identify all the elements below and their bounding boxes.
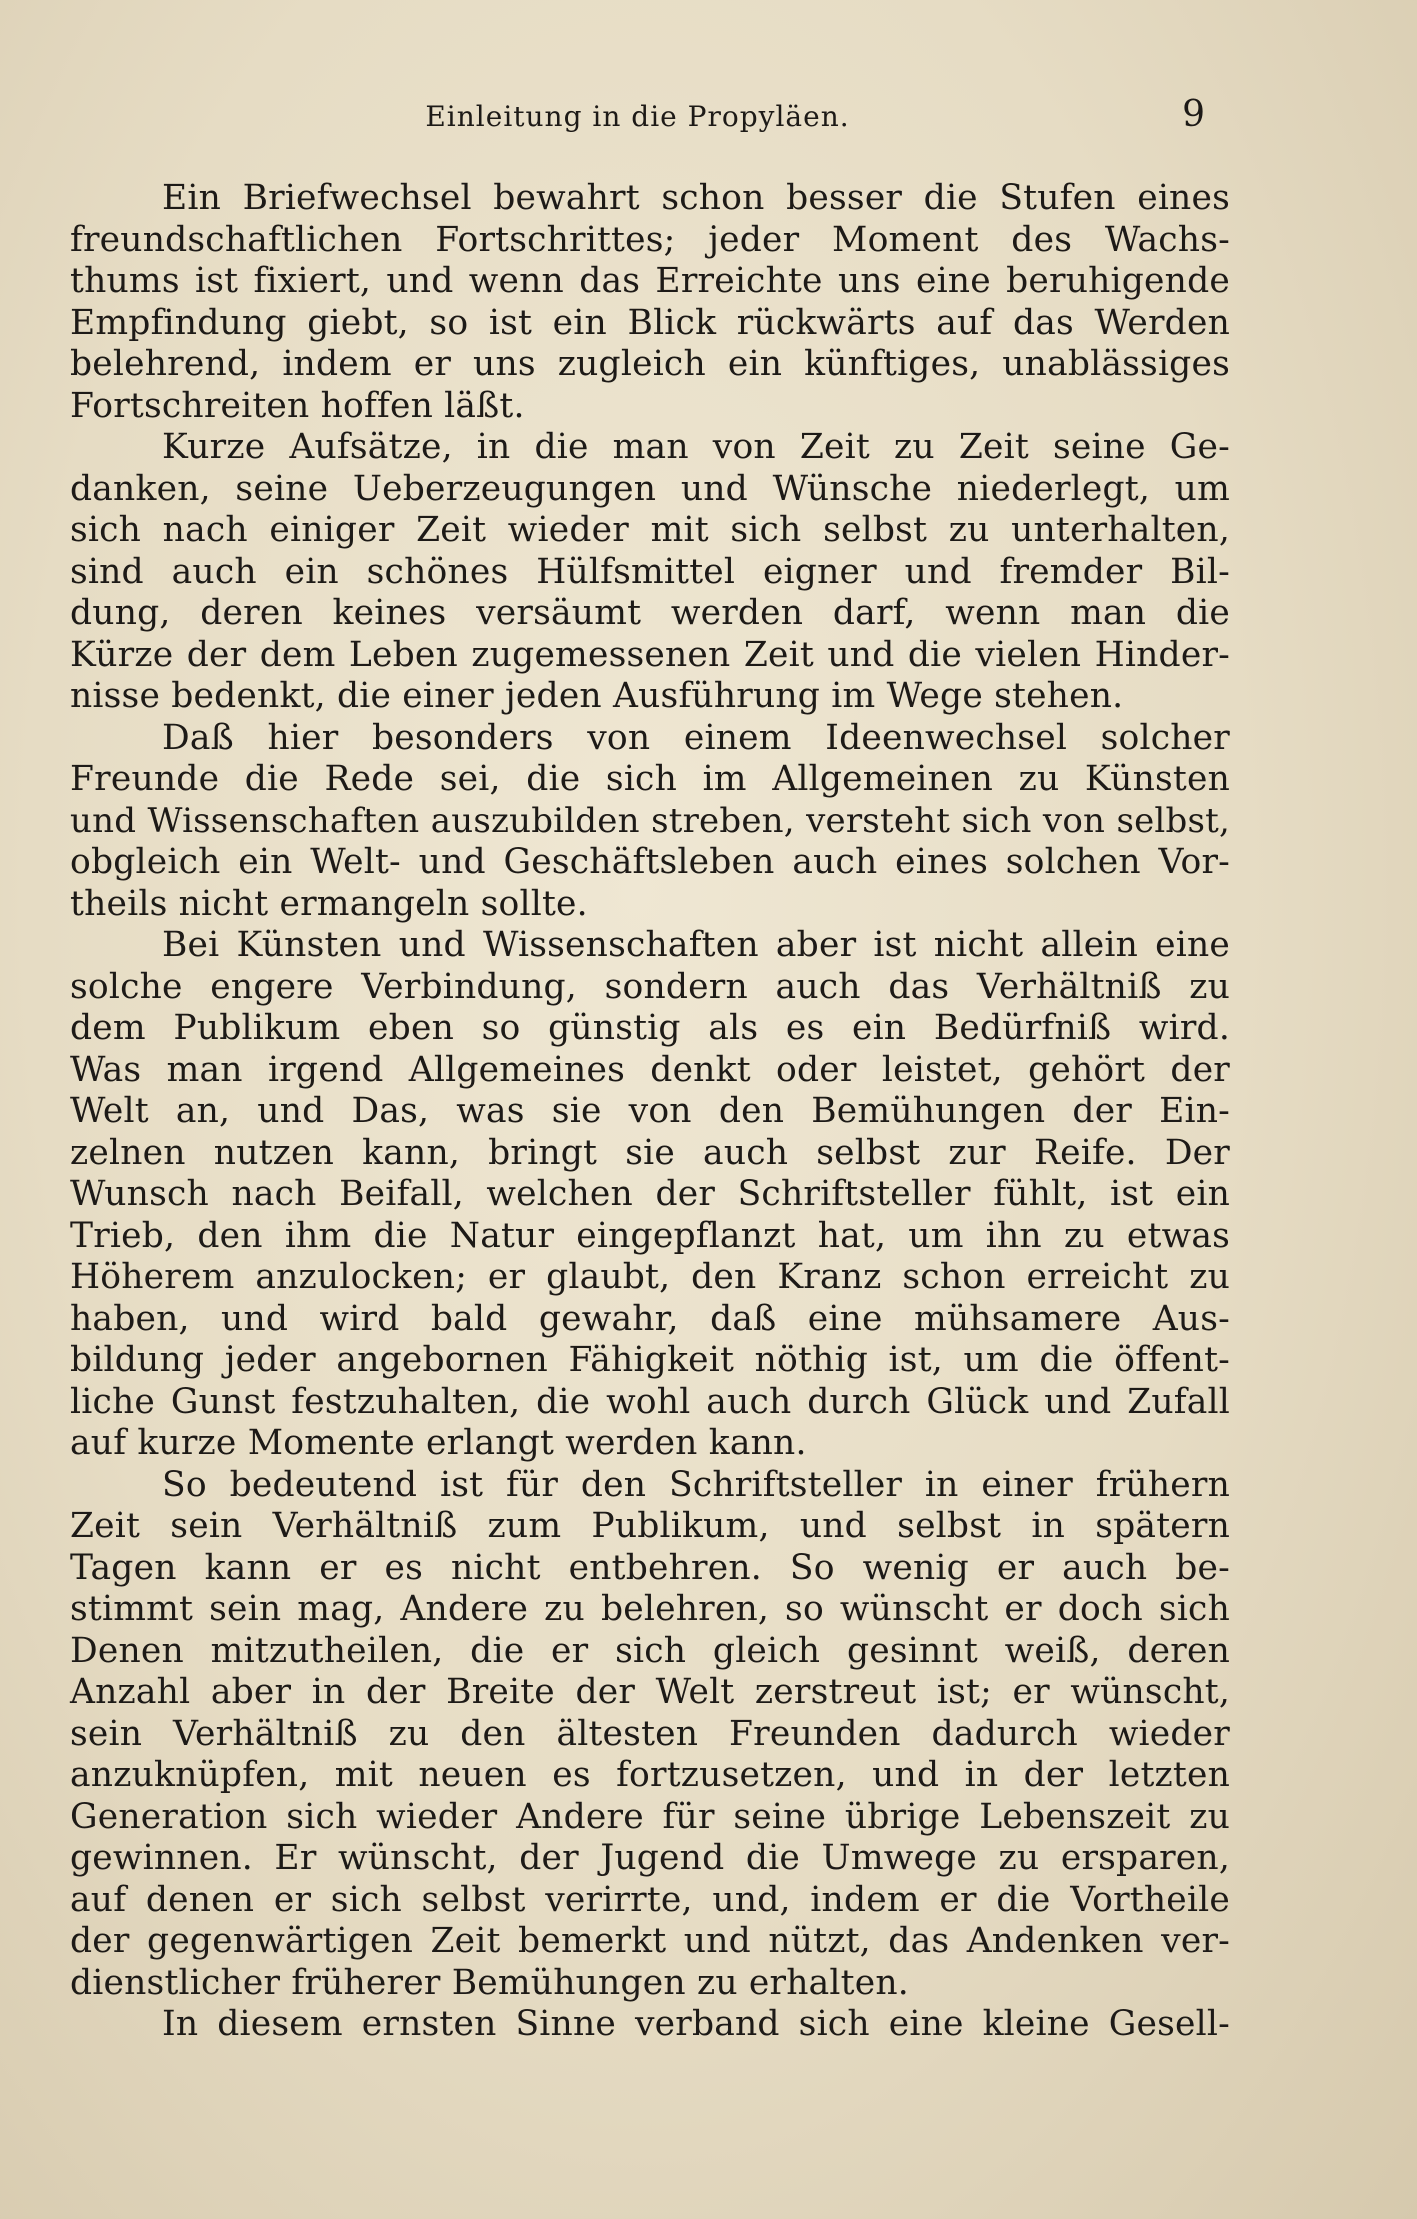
text-line [70,1008,1230,1050]
text-line [70,1963,1230,2005]
text-line [70,1797,1230,1839]
text-line [70,386,1230,428]
text-line-content: stimmt sein mag, Andere zu belehren, so wünscht er doch sich [70,1589,1230,1629]
text-line [70,1548,1230,1590]
text-line [70,427,1230,469]
text-line-content: Anzahl aber in der Breite der Welt zerstreut ist; er wünscht, [70,1672,1230,1712]
text-line [70,552,1230,594]
page-number: 9 [1182,94,1205,135]
text-line-content: obgleich ein Welt- und Geschäftsleben auch eines solchen Vor- [70,842,1230,882]
text-line [70,1714,1230,1756]
text-line [70,1838,1230,1880]
text-line [70,1340,1230,1382]
text-line [70,1216,1230,1258]
text-line-content: dung, deren keines versäumt werden darf, wenn man die [70,593,1230,633]
text-line [70,1174,1230,1216]
text-line-content: Tagen kann er es nicht entbehren. So wenig er auch be- [70,1547,1230,1588]
text-line-content: liche Gunst festzuhalten, die wohl auch durch Glück und Zufall [70,1381,1230,1422]
text-line [70,676,1230,718]
text-line-content: sich nach einiger Zeit wieder mit sich selbst zu unterhalten, [70,510,1230,550]
text-line [70,1921,1230,1963]
text-line-content: Generation sich wieder Andere für seine übrige Lebenszeit zu [70,1796,1230,1837]
page-header [70,94,1205,144]
text-line-content: Welt an, und Das, was sie von den Bemühungen der Ein- [70,1091,1230,1131]
text-line-content: Kurze Aufsätze, in die man von Zeit zu Zeit seine Ge- [162,427,1230,467]
text-line-content: In diesem ernsten Sinne verband sich eine kleine Gesell- [162,2004,1230,2044]
text-line-content: So bedeutend ist für den Schriftsteller in einer frühern [162,1464,1230,1505]
text-line [70,1465,1230,1507]
body-text [70,178,1230,2046]
text-line-content: zelnen nutzen kann, bringt sie auch selbst zur Reife. Der [70,1132,1230,1173]
text-line-content: und Wissenschaften auszubilden streben, versteht sich von selbst, [70,800,1230,841]
text-line [70,925,1230,967]
text-line-content: Kürze der dem Leben zugemessenen Zeit und die vielen Hinder- [70,634,1230,675]
text-line [70,1672,1230,1714]
text-line [70,1257,1230,1299]
text-line [70,718,1230,760]
text-line-content: haben, und wird bald gewahr, daß eine mühsamere Aus- [70,1298,1230,1339]
text-line-content: bildung jeder angebornen Fähigkeit nöthig ist, um die öffent- [70,1340,1230,1380]
text-line [70,1755,1230,1797]
text-line [70,884,1230,926]
text-line [70,1050,1230,1092]
text-line [70,1880,1230,1922]
text-line [70,303,1230,345]
text-line-content: Bei Künsten und Wissenschaften aber ist nicht allein eine [162,925,1230,965]
text-line-content: Was man irgend Allgemeines denkt oder leistet, gehört der [70,1049,1230,1090]
text-line [70,801,1230,843]
text-line-content: Daß hier besonders von einem Ideenwechsel solcher [162,717,1230,758]
text-line-content: Freunde die Rede sei, die sich im Allgemeinen zu Künsten [70,759,1230,799]
text-line-content: solche engere Verbindung, sondern auch das Verhältniß zu [70,966,1230,1007]
text-line [70,344,1230,386]
text-line-content: Fortschreiten hoffen läßt. [70,385,525,426]
text-line-content: nisse bedenkt, die einer jeden Ausführung im Wege stehen. [70,676,1124,716]
text-line [70,1299,1230,1341]
text-line-content: der gegenwärtigen Zeit bemerkt und nützt, das Andenken ver- [70,1921,1230,1961]
text-line-content: belehrend, indem er uns zugleich ein künftiges, unablässiges [70,344,1230,384]
text-line-content: anzuknüpfen, mit neuen es fortzusetzen, und in der letzten [70,1755,1230,1795]
text-line-content: Höherem anzulocken; er glaubt, den Kranz schon erreicht zu [70,1257,1230,1297]
text-line-content: danken, seine Ueberzeugungen und Wünsche niederlegt, um [70,468,1230,509]
text-line-content: Wunsch nach Beifall, welchen der Schriftsteller fühlt, ist ein [70,1174,1230,1214]
text-line-content: Empfindung giebt, so ist ein Blick rückwärts auf das Werden [70,302,1230,343]
text-line-content: sein Verhältniß zu den ältesten Freunden dadurch wieder [70,1713,1230,1754]
text-line [70,842,1230,884]
text-line-content: Denen mitzutheilen, die er sich gleich gesinnt weiß, deren [70,1630,1230,1671]
text-line [70,1506,1230,1548]
text-line-content: Ein Briefwechsel bewahrt schon besser die Stufen eines [162,178,1230,218]
text-line-content: thums ist fixiert, und wenn das Erreichte uns eine beruhigende [70,261,1230,301]
text-line-content: gewinnen. Er wünscht, der Jugend die Umwege zu ersparen, [70,1838,1230,1878]
text-line-content: auf denen er sich selbst verirrte, und, indem er die Vortheile [70,1879,1230,1920]
text-line-content: dienstlicher früherer Bemühungen zu erhalten. [70,1962,909,2003]
text-line [70,1631,1230,1673]
text-line [70,759,1230,801]
text-line [70,469,1230,511]
text-line-content: auf kurze Momente erlangt werden kann. [70,1423,807,1463]
text-line-content: Trieb, den ihm die Natur eingepflanzt hat, um ihn zu etwas [70,1215,1230,1256]
text-line-content: dem Publikum eben so günstig als es ein Bedürfniß wird. [70,1008,1230,1048]
text-line [70,2004,1230,2046]
text-line-content: Zeit sein Verhältniß zum Publikum, und selbst in spätern [70,1506,1230,1546]
text-line [70,220,1230,262]
text-line [70,1382,1230,1424]
text-line [70,261,1230,303]
text-line [70,178,1230,220]
text-line [70,1091,1230,1133]
text-line-content: freundschaftlichen Fortschrittes; jeder Moment des Wachs- [70,219,1230,260]
text-line [70,1589,1230,1631]
text-line [70,593,1230,635]
text-line-content: sind auch ein schönes Hülfsmittel eigner und fremder Bil- [70,551,1230,592]
text-line [70,635,1230,677]
text-line [70,1423,1230,1465]
text-line-content: theils nicht ermangeln sollte. [70,883,588,924]
text-line [70,967,1230,1009]
running-title: Einleitung in die Propyläen. [425,100,850,133]
text-line [70,510,1230,552]
text-line [70,1133,1230,1175]
